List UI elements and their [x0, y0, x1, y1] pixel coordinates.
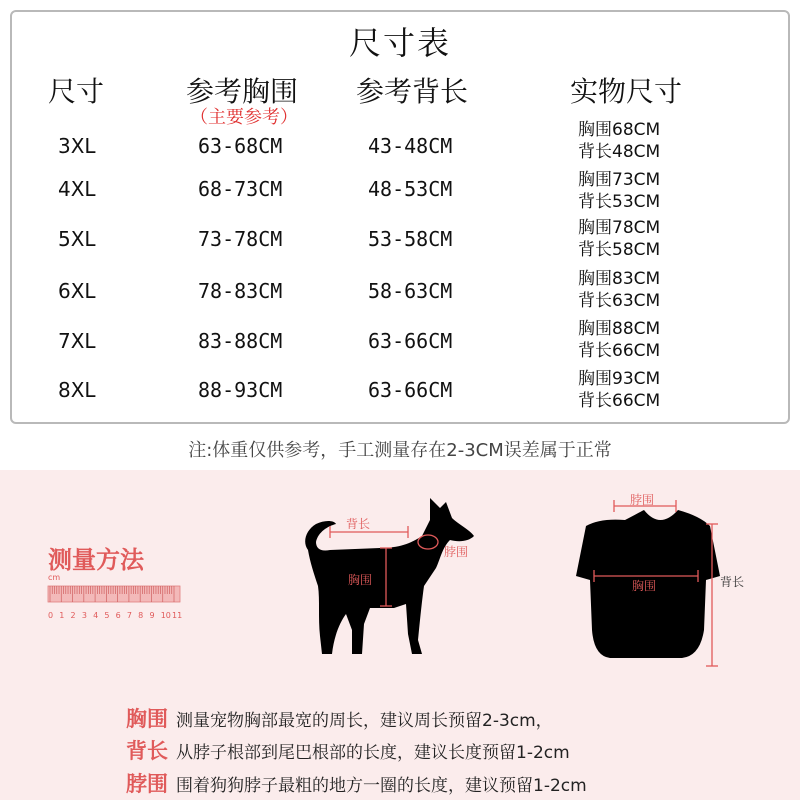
ruler-digit: 10: [160, 611, 171, 620]
ruler-digit: 0: [48, 611, 54, 620]
size-table-title: 尺寸表: [348, 24, 451, 62]
shirt-chest-label: 胸围: [632, 579, 657, 593]
definition-text: 从脖子根部到尾巴根部的长度，建议长度预留1-2cm: [176, 743, 570, 763]
header-actual: 实物尺寸: [570, 75, 683, 108]
ruler-digit: 9: [149, 611, 155, 620]
definition-neck: [126, 768, 587, 798]
shirt-neck-label: 脖围: [630, 493, 655, 507]
row-chest: 78-83CM: [198, 279, 283, 303]
row-size: 8XL: [58, 378, 96, 402]
definition-back: [126, 735, 570, 765]
row-back: 53-58CM: [368, 227, 453, 251]
row-actual: [578, 119, 660, 163]
row-chest: 68-73CM: [198, 177, 283, 201]
shirt-back-label: 背长: [720, 575, 745, 589]
shirt-diagram: [570, 490, 790, 670]
disclaimer-note: 注:体重仅供参考，手工测量存在2-3CM误差属于正常: [188, 440, 612, 461]
ruler-digit: 2: [70, 611, 76, 620]
row-back: 63-66CM: [368, 329, 453, 353]
definition-chest: [126, 703, 553, 733]
dog-diagram: [290, 490, 490, 670]
row-actual: [578, 318, 660, 362]
actual-back: 背长53CM: [578, 192, 661, 212]
row-size: 5XL: [58, 227, 96, 251]
header-chest: 参考胸围: [186, 75, 299, 108]
actual-back: 背长48CM: [578, 142, 661, 162]
dog-neck-label: 脖围: [444, 545, 469, 559]
definition-key: 胸围: [126, 707, 168, 731]
ruler-digit: 8: [138, 611, 144, 620]
row-chest: 73-78CM: [198, 227, 283, 251]
ruler-digit: 1: [59, 611, 65, 620]
row-actual: [578, 217, 660, 261]
definition-text: 测量宠物胸部最宽的周长，建议周长预留2-3cm，: [176, 711, 553, 731]
dog-chest-label: 胸围: [348, 573, 373, 587]
actual-back: 背长58CM: [578, 240, 661, 260]
row-chest: 88-93CM: [198, 378, 283, 402]
actual-chest: 胸围73CM: [578, 170, 661, 190]
row-chest: 83-88CM: [198, 329, 283, 353]
row-back: 48-53CM: [368, 177, 453, 201]
header-size: 尺寸: [48, 75, 105, 108]
ruler-digit: 7: [126, 611, 133, 620]
method-title: 测量方法: [48, 546, 144, 574]
actual-chest: 胸围83CM: [578, 269, 661, 289]
definition-key: 背长: [126, 739, 168, 763]
actual-back: 背长66CM: [578, 391, 661, 411]
header-chest-note: （主要参考）: [190, 107, 298, 128]
dog-silhouette-icon: [305, 498, 474, 654]
ruler-digit: 11: [172, 611, 182, 620]
row-size: 4XL: [58, 177, 96, 201]
row-chest: 63-68CM: [198, 134, 283, 158]
ruler-digit: 6: [115, 611, 121, 620]
actual-back: 背长66CM: [578, 341, 661, 361]
ruler-digit: 3: [81, 611, 87, 620]
row-back: 43-48CM: [368, 134, 453, 158]
row-size: 3XL: [58, 134, 96, 158]
definition-key: 脖围: [126, 772, 168, 796]
ruler-digit: 4: [93, 611, 99, 620]
row-actual: [578, 169, 660, 213]
row-size: 7XL: [58, 329, 96, 353]
actual-chest: 胸围78CM: [578, 218, 661, 238]
actual-chest: 胸围68CM: [578, 120, 661, 140]
row-back: 63-66CM: [368, 378, 453, 402]
row-size: 6XL: [58, 279, 96, 303]
row-back: 58-63CM: [368, 279, 453, 303]
actual-chest: 胸围88CM: [578, 319, 661, 339]
ruler-icon: [46, 572, 182, 627]
ruler-digit: 5: [104, 611, 110, 620]
row-actual: [578, 268, 660, 312]
row-actual: [578, 368, 660, 412]
dog-back-label: 背长: [346, 517, 371, 531]
actual-chest: 胸围93CM: [578, 369, 661, 389]
actual-back: 背长63CM: [578, 291, 661, 311]
ruler-unit: cm: [48, 573, 61, 582]
definition-text: 围着狗狗脖子最粗的地方一圈的长度，建议预留1-2cm: [176, 776, 587, 796]
header-back: 参考背长: [356, 75, 469, 108]
